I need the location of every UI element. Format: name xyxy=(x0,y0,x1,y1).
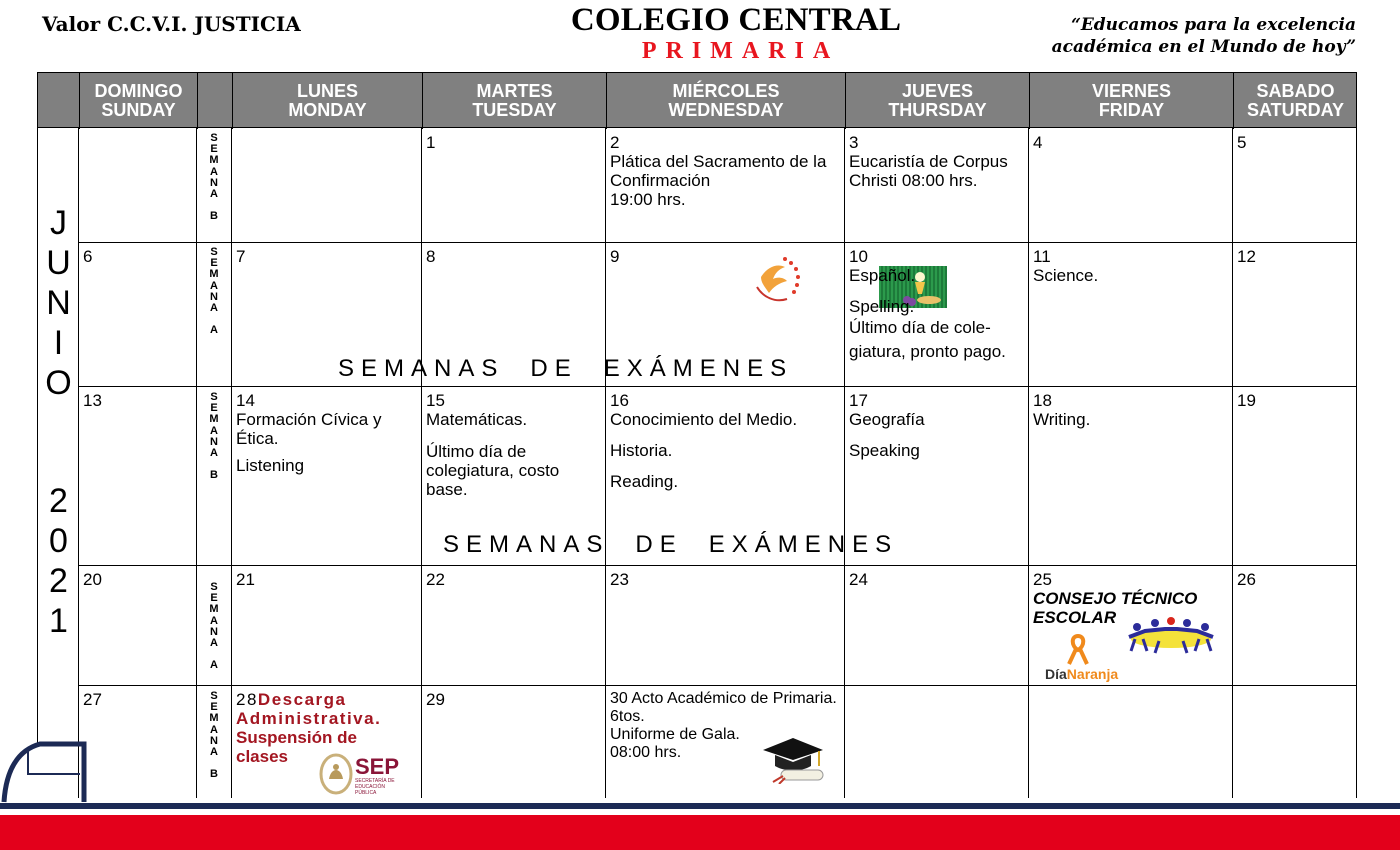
day-cell-9: 9 xyxy=(610,247,620,266)
day-cell-18: 18 Writing. xyxy=(1033,391,1091,429)
weekday-header-monday: LUNES MONDAY xyxy=(232,73,422,129)
exam-weeks-banner-1: SEMANAS DE EXÁMENES xyxy=(338,355,794,382)
orange-ribbon-icon xyxy=(1067,634,1089,666)
day-cell-5: 5 xyxy=(1237,133,1247,152)
day-cell-13: 13 xyxy=(83,391,102,410)
weekday-header-thursday: JUEVES THURSDAY xyxy=(845,73,1029,129)
exam-weeks-banner-2: SEMANAS DE EXÁMENES xyxy=(443,531,899,558)
day-cell-24: 24 xyxy=(849,570,868,589)
day-cell-25: 25 CONSEJO TÉCNICO ESCOLAR xyxy=(1033,570,1198,627)
weekday-header-sunday: DOMINGO SUNDAY xyxy=(79,73,197,129)
dia-naranja-logo: DíaNaranja xyxy=(1045,666,1119,682)
day-cell-2: 2 Plática del Sacramento de la Confirmación 19:00 hrs. xyxy=(610,133,827,209)
day-cell-28: 28Descarga Administrativa. Suspensión de clases xyxy=(236,690,382,766)
day-cell-4: 4 xyxy=(1033,133,1043,152)
sep-logo: SEP SECRETARÍA DE EDUCACIÓN PÚBLICA xyxy=(355,754,400,796)
day-cell-14: 14 Formación Cívica y Ética. Listening xyxy=(236,391,382,475)
day-cell-17: 17 Geografía Speaking xyxy=(849,391,925,460)
week-label-3: S E M A N A B xyxy=(209,391,219,482)
weekday-header-row xyxy=(37,72,1357,128)
day-cell-21: 21 xyxy=(236,570,255,589)
motto-line-1: “Educamos para la excelencia xyxy=(1071,15,1356,35)
day-cell-8: 8 xyxy=(426,247,436,266)
month-label-column xyxy=(37,127,78,747)
day-cell-26: 26 xyxy=(1237,570,1256,589)
day-cell-7: 7 xyxy=(236,247,246,266)
calendar-grid xyxy=(37,72,1357,798)
weekday-header-tuesday: MARTES TUESDAY xyxy=(422,73,606,129)
day-cell-11: 11 Science. xyxy=(1033,247,1099,285)
week-label-header xyxy=(197,73,232,129)
footer-stripe-blue xyxy=(0,803,1400,809)
day-cell-16: 16 Conocimiento del Medio. Historia. Reading. xyxy=(610,391,798,491)
day-cell-12: 12 xyxy=(1237,247,1256,266)
people-circle-icon xyxy=(1125,617,1217,657)
school-name: COLEGIO CENTRAL xyxy=(570,2,902,38)
day-cell-22: 22 xyxy=(426,570,445,589)
day-cell-30: 30 Acto Académico de Primaria. 6tos. Uniforme de Gala. 08:00 hrs. xyxy=(610,690,837,761)
graduation-cap-icon xyxy=(759,736,827,784)
day-cell-29: 29 xyxy=(426,690,445,709)
mexico-seal-icon xyxy=(319,753,353,795)
day-cell-10: 10 Español. Spelling. Último día de cole- giatura, pronto pago. xyxy=(849,247,1006,361)
school-section: PRIMARIA xyxy=(641,38,840,64)
day-cell-6: 6 xyxy=(83,247,93,266)
day-cell-23: 23 xyxy=(610,570,629,589)
weekday-header-wednesday: MIÉRCOLES WEDNESDAY xyxy=(606,73,845,129)
day-cell-3: 3 Eucaristía de Corpus Christi 08:00 hrs. xyxy=(849,133,1008,190)
weekday-header-saturday: SABADO SATURDAY xyxy=(1233,73,1357,129)
school-value: Valor C.C.V.I. JUSTICIA xyxy=(42,12,301,36)
week-label-4: S E M A N A A xyxy=(209,581,219,672)
month-label: J U N I O 2 0 2 1 xyxy=(45,204,72,640)
day-cell-1: 1 xyxy=(426,133,436,152)
week-label-2: S E M A N A A xyxy=(209,246,219,337)
motto-line-2: académica en el Mundo de hoy” xyxy=(1051,37,1356,57)
school-motto xyxy=(1036,14,1356,58)
week-label-1: S E M A N A B xyxy=(209,132,219,223)
footer-stripe-red xyxy=(0,815,1400,850)
day-cell-19: 19 xyxy=(1237,391,1256,410)
corner-decoration-icon xyxy=(0,740,92,804)
day-cell-20: 20 xyxy=(83,570,102,589)
day-cell-15: 15 Matemáticas. Último día de colegiatura, costo base. xyxy=(426,391,560,499)
weekday-header-friday: VIERNES FRIDAY xyxy=(1029,73,1233,129)
day-cell-27: 27 xyxy=(83,690,102,709)
week-label-5: S E M A N A B xyxy=(209,690,219,781)
